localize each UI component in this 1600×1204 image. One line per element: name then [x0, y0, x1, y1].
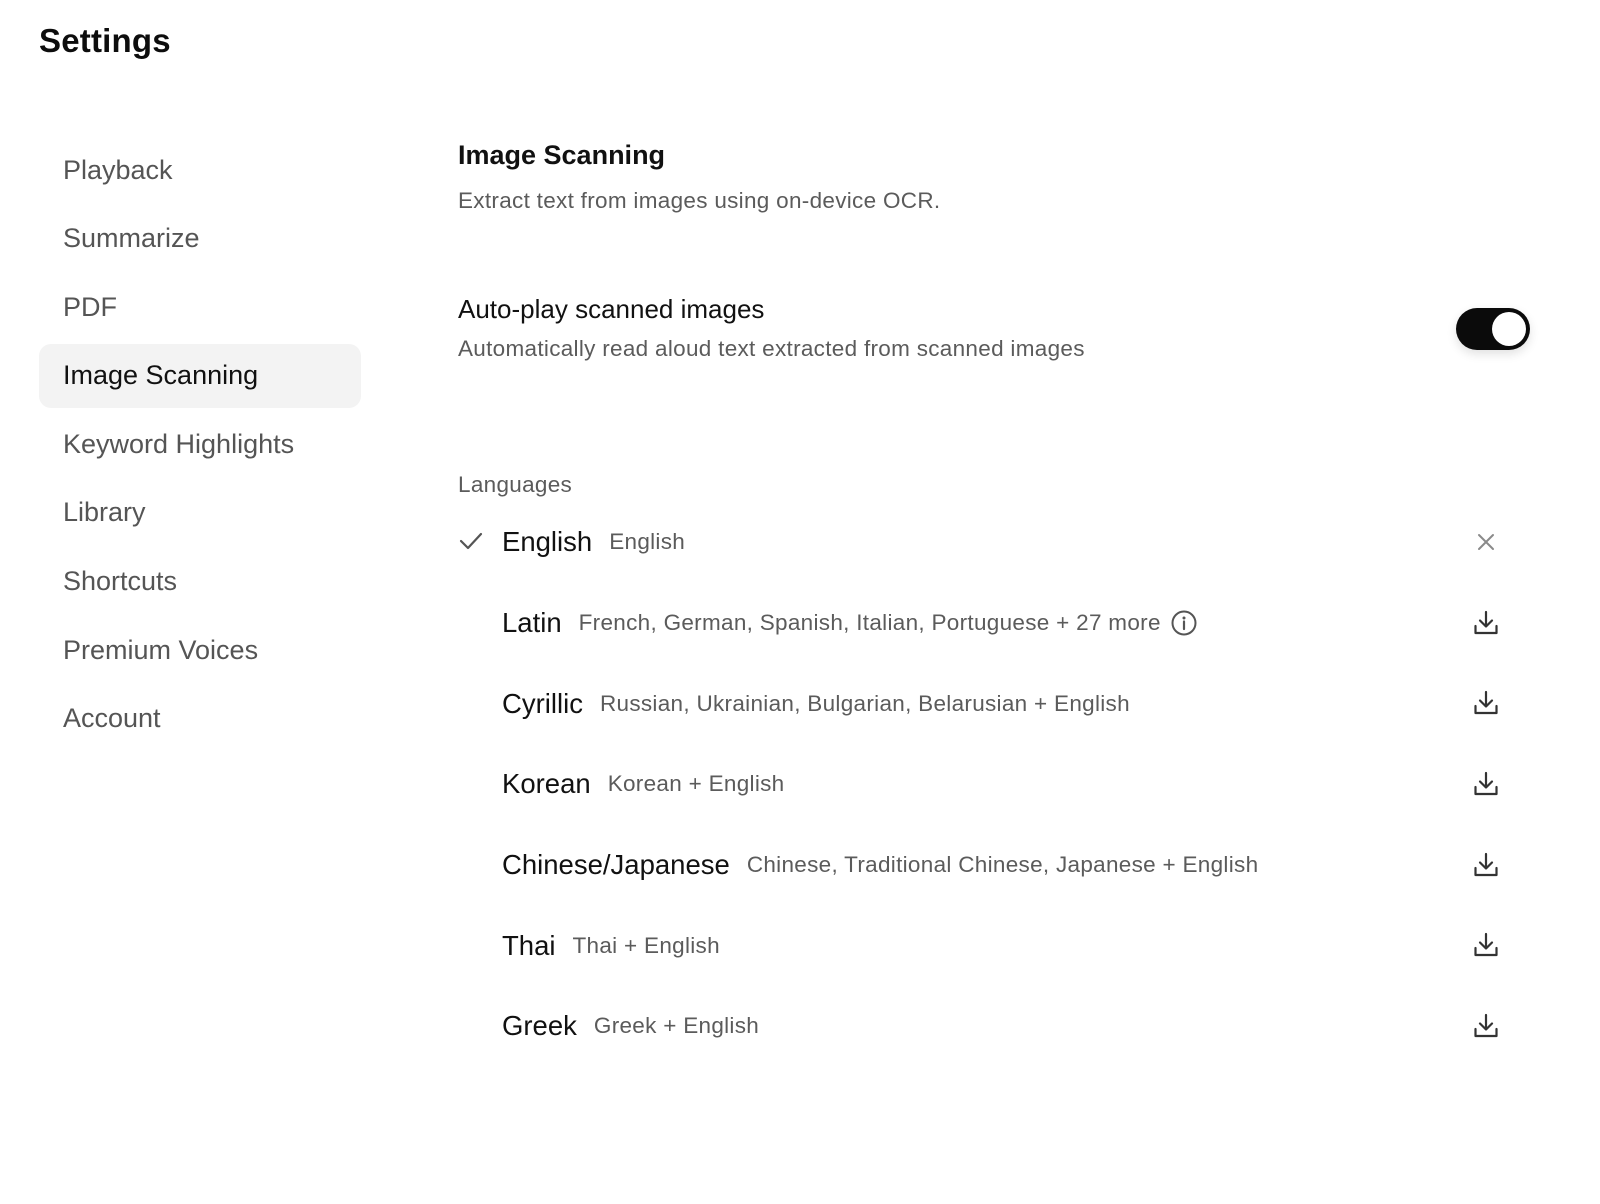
- language-row-english[interactable]: [458, 502, 1498, 583]
- download-language-button[interactable]: [1470, 1010, 1502, 1042]
- section-title: Image Scanning: [458, 140, 666, 170]
- page-title: Settings: [39, 22, 171, 59]
- language-row-cyrillic[interactable]: [458, 663, 1498, 744]
- autoplay-setting: [458, 290, 1498, 370]
- remove-language-button[interactable]: [1470, 526, 1502, 558]
- language-name: Korean: [502, 768, 591, 800]
- download-language-button[interactable]: [1470, 849, 1502, 881]
- sidebar-item-playback[interactable]: Playback: [63, 154, 173, 185]
- download-icon: [1472, 1012, 1500, 1040]
- language-name: Greek: [502, 1010, 577, 1042]
- download-icon: [1472, 770, 1500, 798]
- language-detail: Thai + English: [572, 932, 720, 958]
- language-detail: Russian, Ukrainian, Bulgarian, Belarusian + English: [599, 690, 1130, 716]
- language-row-korean[interactable]: [458, 744, 1498, 825]
- sidebar-item-shortcuts[interactable]: Shortcuts: [63, 566, 178, 597]
- section-description: Extract text from images using on-device OCR.: [458, 188, 941, 213]
- toggle-knob: [1492, 312, 1526, 346]
- language-detail: Chinese, Traditional Chinese, Japanese + English: [746, 852, 1259, 878]
- languages-label: Languages: [458, 472, 573, 497]
- language-row-greek[interactable]: [458, 986, 1498, 1067]
- sidebar-item-pdf[interactable]: PDF: [63, 291, 117, 322]
- download-icon: [1472, 609, 1500, 637]
- language-name: Chinese/Japanese: [502, 849, 730, 881]
- sidebar-item-library[interactable]: Library: [63, 497, 146, 528]
- language-row-thai[interactable]: [458, 905, 1498, 986]
- download-icon: [1472, 689, 1500, 717]
- info-icon[interactable]: [1170, 609, 1198, 637]
- autoplay-title: Auto-play scanned images: [458, 294, 765, 324]
- autoplay-description: Automatically read aloud text extracted from scanned images: [458, 336, 1085, 361]
- checkmark-icon: [458, 530, 484, 552]
- settings-sidebar: [39, 138, 361, 755]
- sidebar-item-image-scanning[interactable]: Image Scanning: [39, 344, 361, 408]
- language-name: English: [502, 526, 593, 558]
- languages-list: [458, 502, 1498, 1067]
- download-language-button[interactable]: [1470, 687, 1502, 719]
- language-name: Thai: [502, 929, 556, 961]
- sidebar-item-premium-voices[interactable]: Premium Voices: [63, 634, 259, 665]
- language-detail: English: [609, 529, 686, 555]
- language-detail: French, German, Spanish, Italian, Portuguese + 27 more: [578, 610, 1161, 636]
- download-language-button[interactable]: [1470, 768, 1502, 800]
- language-name: Latin: [502, 607, 562, 639]
- autoplay-toggle[interactable]: [1456, 308, 1530, 350]
- language-detail: Greek + English: [593, 1013, 760, 1039]
- download-language-button[interactable]: [1470, 607, 1502, 639]
- language-row-chinese-japanese[interactable]: [458, 825, 1498, 906]
- language-name: Cyrillic: [502, 687, 583, 719]
- sidebar-item-account[interactable]: Account: [63, 703, 161, 734]
- language-row-latin[interactable]: [458, 583, 1498, 664]
- download-icon: [1472, 851, 1500, 879]
- sidebar-item-keyword-highlights[interactable]: Keyword Highlights: [63, 428, 295, 459]
- download-language-button[interactable]: [1470, 929, 1502, 961]
- language-detail: Korean + English: [607, 771, 785, 797]
- download-icon: [1472, 931, 1500, 959]
- close-icon: [1476, 532, 1496, 552]
- sidebar-item-summarize[interactable]: Summarize: [63, 223, 200, 254]
